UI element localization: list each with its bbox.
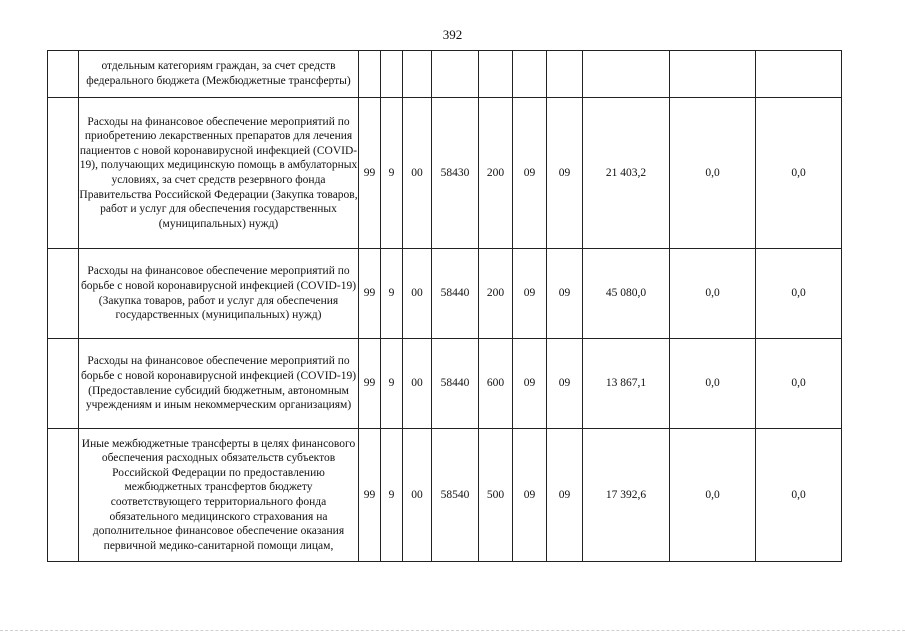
amount-cell: 0,0 <box>670 339 756 429</box>
amount-cell: 13 867,1 <box>583 339 670 429</box>
table-row <box>48 339 842 429</box>
table-row <box>48 429 842 562</box>
code-cell <box>381 51 403 98</box>
code-cell: 9 <box>381 429 403 562</box>
blank-cell <box>48 249 79 339</box>
code-cell <box>479 51 513 98</box>
row-description: Иные межбюджетные трансферты в целях финансового обеспечения расходных обязательств субъектов Российской Федерации по предоставлению межбюджетных трансфертов бюджету соответствующего территориального фонда обязательного медицинского страхования на дополнительное финансовое обеспечение оказания первичной медико-санитарной помощи лицам, <box>79 429 359 562</box>
code-cell: 09 <box>513 339 547 429</box>
code-cell: 58540 <box>432 429 479 562</box>
amount-cell: 0,0 <box>670 249 756 339</box>
code-cell: 00 <box>403 429 432 562</box>
code-cell: 09 <box>513 429 547 562</box>
code-cell: 09 <box>513 98 547 249</box>
blank-cell <box>48 98 79 249</box>
amount-cell <box>756 51 842 98</box>
code-cell: 58440 <box>432 339 479 429</box>
code-cell: 200 <box>479 249 513 339</box>
amount-cell <box>670 51 756 98</box>
code-cell <box>403 51 432 98</box>
amount-cell: 0,0 <box>670 98 756 249</box>
code-cell: 00 <box>403 249 432 339</box>
code-cell: 09 <box>547 429 583 562</box>
amount-cell: 0,0 <box>756 249 842 339</box>
amount-cell: 0,0 <box>756 339 842 429</box>
code-cell: 00 <box>403 339 432 429</box>
table-row <box>48 249 842 339</box>
row-description: отдельным категориям граждан, за счет средств федерального бюджета (Межбюджетные трансферты) <box>79 51 359 98</box>
code-cell <box>513 51 547 98</box>
budget-table <box>47 50 842 562</box>
blank-cell <box>48 51 79 98</box>
table-row <box>48 98 842 249</box>
code-cell: 99 <box>359 339 381 429</box>
amount-cell: 0,0 <box>756 98 842 249</box>
amount-cell: 0,0 <box>756 429 842 562</box>
scan-edge-divider <box>0 630 905 631</box>
row-description: Расходы на финансовое обеспечение мероприятий по борьбе с новой коронавирусной инфекцией (COVID-19) (Закупка товаров, работ и услуг для обеспечения государственных (муниципальных) нужд) <box>79 249 359 339</box>
code-cell: 58440 <box>432 249 479 339</box>
code-cell: 09 <box>513 249 547 339</box>
code-cell <box>547 51 583 98</box>
code-cell: 99 <box>359 98 381 249</box>
code-cell: 09 <box>547 339 583 429</box>
code-cell <box>432 51 479 98</box>
amount-cell <box>583 51 670 98</box>
row-description: Расходы на финансовое обеспечение мероприятий по борьбе с новой коронавирусной инфекцией (COVID-19) (Предоставление субсидий бюджетным, автономным учреждениям и иным некоммерческим организациям) <box>79 339 359 429</box>
code-cell: 9 <box>381 249 403 339</box>
code-cell: 58430 <box>432 98 479 249</box>
table-row <box>48 51 842 98</box>
code-cell: 500 <box>479 429 513 562</box>
page-number: 392 <box>442 27 463 42</box>
amount-cell: 17 392,6 <box>583 429 670 562</box>
blank-cell <box>48 339 79 429</box>
code-cell: 00 <box>403 98 432 249</box>
amount-cell: 45 080,0 <box>583 249 670 339</box>
code-cell: 99 <box>359 429 381 562</box>
row-description: Расходы на финансовое обеспечение мероприятий по приобретению лекарственных препаратов для лечения пациентов с новой коронавирусной инфекцией (COVID-19), получающих медицинскую помощь в амбулаторных условиях, за счет средств резервного фонда Правительства Российской Федерации (Закупка товаров, работ и услуг для обеспечения государственных (муниципальных) нужд) <box>79 98 359 249</box>
code-cell: 09 <box>547 98 583 249</box>
code-cell: 200 <box>479 98 513 249</box>
code-cell <box>359 51 381 98</box>
amount-cell: 0,0 <box>670 429 756 562</box>
code-cell: 99 <box>359 249 381 339</box>
code-cell: 9 <box>381 98 403 249</box>
amount-cell: 21 403,2 <box>583 98 670 249</box>
code-cell: 9 <box>381 339 403 429</box>
blank-cell <box>48 429 79 562</box>
code-cell: 09 <box>547 249 583 339</box>
code-cell: 600 <box>479 339 513 429</box>
